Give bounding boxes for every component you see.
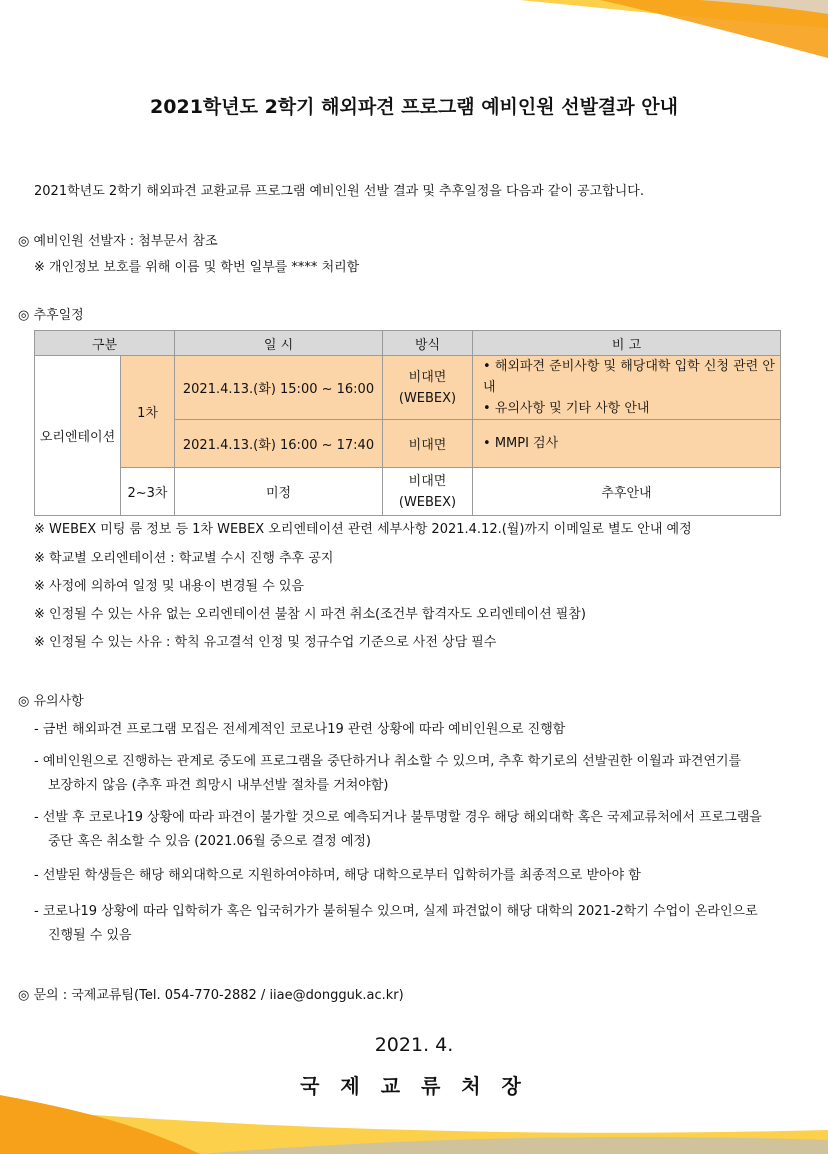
col-header-category: 구분 (35, 331, 175, 356)
caution-item: - 선발 후 코로나19 상황에 따라 파견이 불가할 것으로 예측되거나 불투명할 경우 해당 해외대학 혹은 국제교류처에서 프로그램을 (34, 810, 762, 825)
schedule-footnote: ※ WEBEX 미팅 룸 정보 등 1차 WEBEX 오리엔테이션 관련 세부사항 2021.4.12.(월)까지 이메일로 별도 안내 예정 (34, 522, 692, 537)
table-row (35, 356, 781, 420)
contact-info: ◎ 문의 : 국제교류팀(Tel. 054-770-2882 / iiae@dongguk.ac.kr) (18, 988, 404, 1003)
method-line: 비대면 (408, 369, 447, 385)
notes-cell: 추후안내 (473, 468, 781, 516)
datetime-cell: 2021.4.13.(화) 15:00 ~ 16:00 (175, 356, 383, 420)
note-bullet: • 유의사항 및 기타 사항 안내 (483, 401, 650, 416)
caution-item: - 선발된 학생들은 해당 해외대학으로 지원하여야하며, 해당 대학으로부터 입학허가를 최종적으로 받아야 함 (34, 868, 641, 883)
datetime-cell: 2021.4.13.(화) 16:00 ~ 17:40 (175, 420, 383, 468)
method-line: (WEBEX) (398, 390, 457, 406)
caution-item-continued: 보장하지 않음 (추후 파견 희망시 내부선발 절차를 거쳐야함) (48, 778, 389, 793)
note-bullet: • MMPI 검사 (483, 436, 559, 451)
page-title: 2021학년도 2학기 해외파견 프로그램 예비인원 선발결과 안내 (150, 96, 678, 118)
schedule-footnote: ※ 인정될 수 있는 사유 : 학칙 유고결석 인정 및 정규수업 기준으로 사전 상담 필수 (34, 635, 497, 650)
method-cell (383, 356, 473, 420)
method-cell (383, 468, 473, 516)
col-header-method: 방식 (383, 331, 473, 356)
schedule-table-header (35, 331, 781, 356)
caution-item-continued: 중단 혹은 취소할 수 있음 (2021.06월 중으로 결정 예정) (48, 834, 372, 849)
cautions-heading: ◎ 유의사항 (18, 694, 84, 709)
datetime-cell: 미정 (175, 468, 383, 516)
notes-cell (473, 420, 781, 468)
selected-privacy-note: ※ 개인정보 보호를 위해 이름 및 학번 일부를 **** 처리함 (34, 260, 360, 275)
issuer-signature: 국 제 교 류 처 장 (300, 1074, 528, 1098)
note-bullet: • 해외파견 준비사항 및 해당대학 입학 신청 관련 안내 (483, 359, 775, 395)
caution-item: - 금번 해외파견 프로그램 모집은 전세계적인 코로나19 관련 상황에 따라 예비인원으로 진행함 (34, 722, 566, 737)
category-cell: 오리엔테이션 (35, 356, 121, 516)
selected-heading: ◎ 예비인원 선발자 : 첨부문서 참조 (18, 234, 218, 249)
method-line: 비대면 (408, 473, 447, 489)
schedule-footnote: ※ 인정될 수 있는 사유 없는 오리엔테이션 불참 시 파견 취소(조건부 합격자도 오리엔테이션 필참) (34, 607, 586, 622)
schedule-footnote: ※ 사정에 의하여 일정 및 내용이 변경될 수 있음 (34, 579, 304, 594)
round-cell: 2~3차 (121, 468, 175, 516)
round-cell: 1차 (121, 356, 175, 468)
schedule-table (34, 330, 781, 516)
col-header-datetime: 일 시 (175, 331, 383, 356)
notes-cell (473, 356, 781, 420)
schedule-heading: ◎ 추후일정 (18, 308, 84, 323)
method-cell: 비대면 (383, 420, 473, 468)
col-header-notes: 비 고 (473, 331, 781, 356)
schedule-footnote: ※ 학교별 오리엔테이션 : 학교별 수시 진행 추후 공지 (34, 551, 334, 566)
caution-item: - 예비인원으로 진행하는 관계로 중도에 프로그램을 중단하거나 취소할 수 있으며, 추후 학기로의 선발권한 이월과 파견연기를 (34, 754, 742, 769)
intro-text: 2021학년도 2학기 해외파견 교환교류 프로그램 예비인원 선발 결과 및 추후일정을 다음과 같이 공고합니다. (34, 184, 644, 199)
caution-item: - 코로나19 상황에 따라 입학허가 혹은 입국허가가 불허될수 있으며, 실제 파견없이 해당 대학의 2021-2학기 수업이 온라인으로 (34, 904, 758, 919)
method-line: (WEBEX) (398, 494, 457, 510)
caution-item-continued: 진행될 수 있음 (48, 928, 132, 943)
issue-date: 2021. 4. (374, 1034, 454, 1056)
table-row (35, 468, 781, 516)
